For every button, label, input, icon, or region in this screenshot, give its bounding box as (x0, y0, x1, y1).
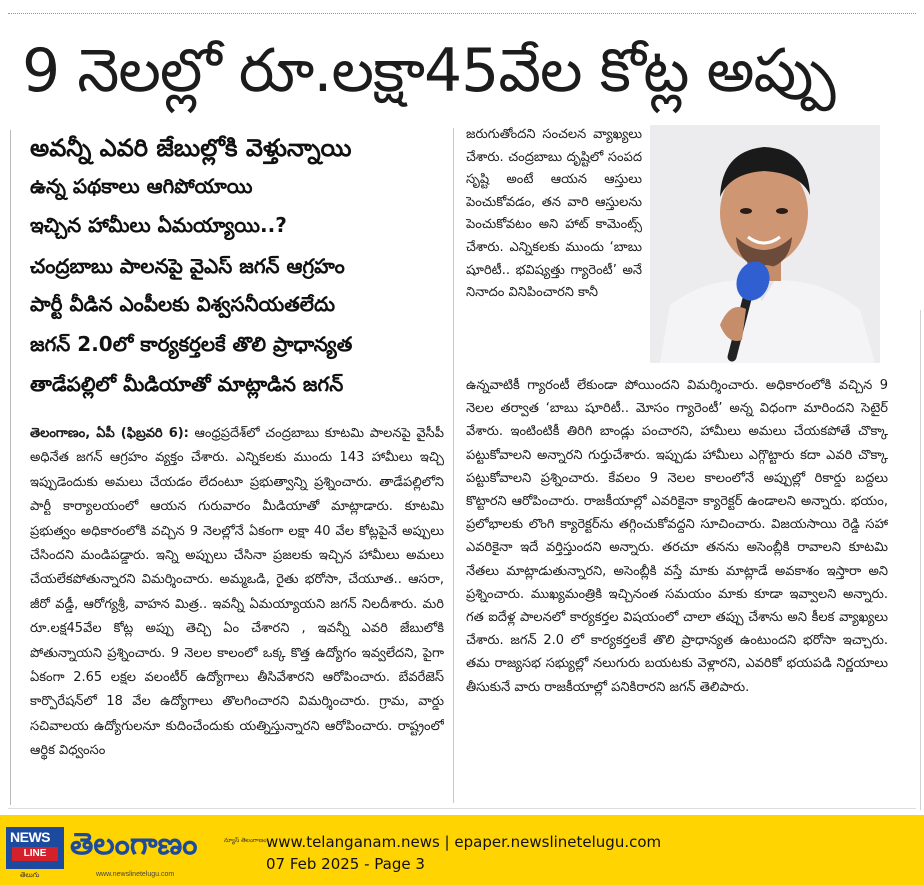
subhead-7: తాడేపల్లిలో మీడియాతో మాట్లాడిన జగన్‌ (30, 372, 344, 396)
subhead-3: ఇచ్చిన హామీలు ఏమయ్యాయి..? (30, 213, 287, 237)
logo-telugu: తెలుగు (20, 871, 40, 879)
logo-line: LINE (12, 847, 58, 861)
logo-word: NEWS (10, 829, 50, 845)
bottom-rule (8, 808, 916, 809)
subhead-1: అవన్నీ ఎవరి జేబుల్లోకి వెళ్తున్నాయి (30, 134, 352, 162)
footer-date-page: 07 Feb 2025 - Page 3 (266, 855, 425, 873)
right-rule (920, 310, 921, 810)
article-body-right-top: జరుగుతోందని సంచలన వ్యాఖ్యలు చేశారు. చంద్రబాబు దృష్టిలో సంపద సృష్టి అంటే ఆయన ఆస్తులు పెంచుకోవడం, తన వారి ఆస్తులను పెంచుకోవటం అని హాట్‌ కామెంట్స్‌ చేశారు. ఎన్నికలకు ముందు ‘బాబు షూరిటీ.. భవిష్యత్తు గ్యారెంటీ’ అనే నినాదం వినిపించారని కానీ (466, 127, 642, 301)
article-body-left (30, 422, 444, 804)
subhead-2: ఉన్న పథకాలు ఆగిపోయాయి (30, 174, 253, 198)
subhead-5: పార్టీ వీడిన ఎంపీలకు విశ్వసనీయతలేదు (30, 292, 336, 316)
headline: 9 నెలల్లో రూ.లక్షా45వేల కోట్ల అప్పు (22, 36, 835, 106)
newsline-logo[interactable] (6, 827, 64, 869)
footer-bar (0, 815, 924, 885)
column-divider (453, 128, 454, 803)
subhead-6: జగన్‌ 2.0లో కార్యకర్తలకే తొలి ప్రాధాన్యత (30, 332, 353, 356)
subhead-4: చంద్రబాబు పాలనపై వైఎస్‌ జగన్‌ ఆగ్రహం (30, 254, 345, 278)
article-photo (650, 125, 880, 363)
left-rule (10, 130, 11, 805)
dateline: తెలంగాణం, ఏపీ (ఫిబ్రవరి 6): (30, 426, 189, 441)
footer-links[interactable]: www.telanganam.news | epaper.newslinetelugu.com (266, 833, 662, 851)
article-text-left: ఆంధ్రప్రదేశ్‌లో చంద్రబాబు కూటమి పాలనపై వైసీపీ అధినేత జగన్‌ ఆగ్రహం వ్యక్తం చేశారు. ఎన్నికలకు ముందు 143 హామీలు ఇచ్చి ఇప్పుడెందుకు అమలు చేయడం లేదంటూ ప్రభుత్వాన్ని ప్రశ్నించారు. తాడేపల్లిలోని పార్టీ కార్యాలయంలో ఆయన గురువారం మీడియాతో మాట్లాడారు. కూటమి ప్రభుత్వం అధికారంలోకి వచ్చిన 9 నెలల్లోనే ఏకంగా లక్షా 40 వేల కోట్లపైనే అప్పులు చేసిందని మండిపడ్డారు. ఇన్ని అప్పులు చేసినా ప్రజలకు ఇచ్చిన హామీలు అమలు చేయలేకపోతున్నారని విమర్శించారు. అమ్మఒడి, రైతు భరోసా, చేయూత.. ఆసరా, జీరో వడ్డీ, ఆరోగ్యశ్రీ, వాహన మిత్ర.. ఇవన్నీ ఏమయ్యాయని జగన్‌ నిలదీశారు. మరి రూ.లక్ష45వేల కోట్ల అప్పు తెచ్చి ఏం చేశారని , ఇవన్నీ ఎవరి జేబులోకి పోతున్నాయని ప్రశ్నించారు. 9 నెలల కాలంలో ఒక్క కొత్త ఉద్యోగం ఇవ్వలేదని, పైగా ఏకంగా 2.65 లక్షల వలంటీర్‌ ఉద్యోగాలు తీసివేశారని ఆరోపించారు. బేవరేజెస్‌ కార్పొరేషన్‌లో 18 వేల ఉద్యోగాలు తొలగించారని విమర్శించారు. గ్రామ, వార్డు సచివాలయ ఉద్యోగులనూ కుదించేందుకు యత్నిస్తున్నారని ఆరోపించారు. రాష్ట్రంలో ఆర్థిక విధ్వంసం (30, 426, 444, 759)
top-rule (8, 13, 916, 14)
telanganam-brand[interactable]: తెలంగాణం (70, 827, 198, 862)
article-body-right: ఉన్నవాటికీ గ్యారంటీ లేకుండా పోయిందని విమర్శించారు. అధికారంలోకి వచ్చిన 9 నెలల తర్వాత ‘బాబు షూరిటీ.. మోసం గ్యారెంటీ’ అన్న విధంగా మారిందని సెటైర్‌ వేశారు. ఇంటింటికీ తిరిగి బాండ్లు పంచారని, హామీలు అమలు చేయకపోతే చొక్కా పట్టుకోవాలని అన్నారని గుర్తుచేశారు. ఇప్పుడు హామీలు ఎగ్గొట్టారు కదా ఎవరి చొక్కా పట్టుకోవాలని ప్రశ్నించారు. కేవలం 9 నెలల కాలంలోనే అప్పుల్లో రికార్డు బద్దలు కొట్టారని ఆరోపించారు. రాజకీయాల్లో ఎవరికైనా క్యారెక్టర్‌ ఉండాలని అన్నారు. భయం, ప్రలోభాలకు లొంగి క్యారెక్టర్‌ను తగ్గించుకోవద్దని సూచించారు. విజయసాయి రెడ్డి సహా ఎవరికైనా ఇదే వర్తిస్తుందని అన్నారు. తరచూ తనను అసెంబ్లీకి రావాలని కూటమి నేతలు మాట్లాడుతున్నారని, అసెంబ్లీకి వస్తే మాకు మాట్లాడే అవకాశం ఇస్తారా అని ప్రశ్నించారు. ముఖ్యమంత్రికి ఇచ్చినంత సమయం మాకు కూడా ఇవ్వాలని అన్నారు. గత ఐదేళ్ల పాలనలో కార్యకర్తల విషయంలో చాలా తప్పు చేశాను అని కీలక వ్యాఖ్యలు చేశారు. జగన్‌ 2.0 లో కార్యకర్తలకే తొలి ప్రాధాన్యత ఉంటుందని భరోసా ఇచ్చారు. తమ రాజ్యసభ సభ్యుల్లో నలుగురు బయటకు వెళ్లారని, ఎవరికో భయపడి నిర్ణయాలు తీసుకునే వారు రాజకీయాల్లో పనికిరారని జగన్‌ తెలిపారు. (466, 378, 888, 695)
brand-url[interactable]: www.newslinetelugu.com (96, 871, 175, 878)
brand-tagline: న్యూస్ తెలంగాణం (224, 837, 267, 844)
